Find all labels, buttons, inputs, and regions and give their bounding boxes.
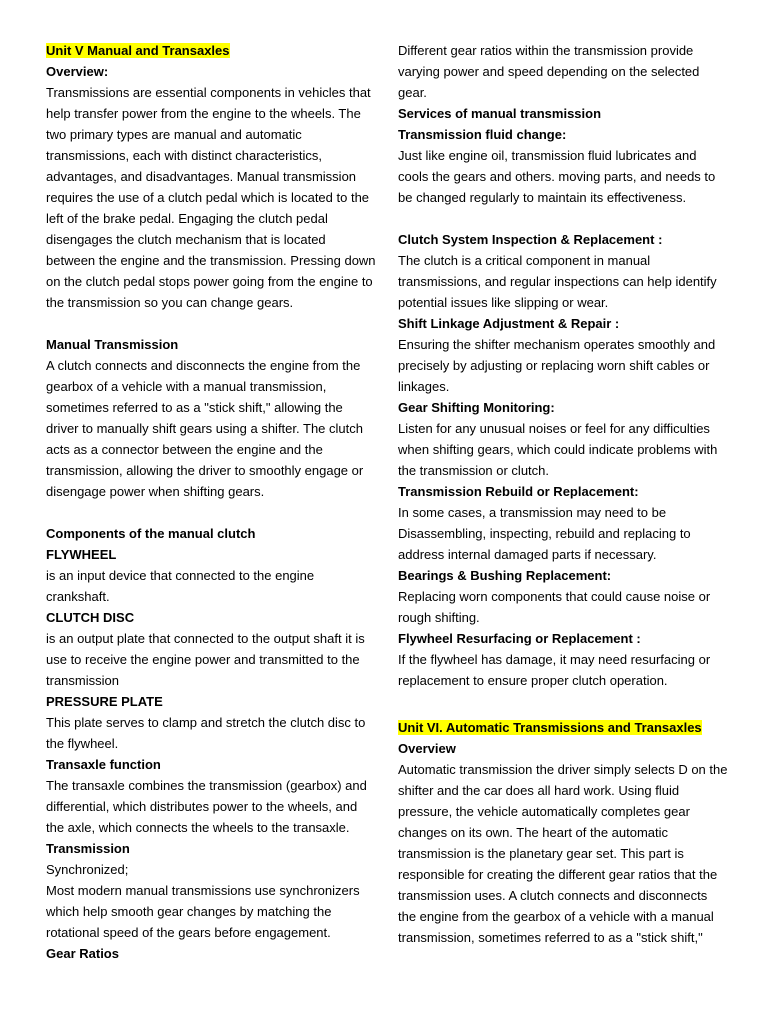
clutch-system-text: The clutch is a critical component in manual transmissions, and regular inspections can help identify potential issues like slipping or wear.: [398, 253, 717, 310]
fluid-change-heading: Transmission fluid change:: [398, 127, 567, 142]
synchronized-label: Synchronized;: [46, 862, 129, 877]
shift-linkage-heading: Shift Linkage Adjustment & Repair :: [398, 316, 620, 331]
left-column: [46, 40, 376, 964]
automatic-overview-text: Automatic transmission the driver simply selects D on the shifter and the car does all hard work. Using fluid pressure, the vehicle automatically completes gear changes on its own. The heart of the automatic transmission is the planetary gear set. This part is responsible for creating the different gear ratios that the transmission uses. A clutch connects and disconnects the engine from the gearbox of a vehicle with a manual transmission, sometimes referred to as a "stick shift,": [398, 762, 728, 945]
unit5-heading: Unit V Manual and Transaxles: [46, 43, 230, 58]
unit6-heading: Unit VI. Automatic Transmissions and Transaxles: [398, 720, 702, 735]
right-column: [398, 40, 728, 948]
overview-heading: Overview:: [46, 64, 109, 79]
gear-ratios-heading: Gear Ratios: [46, 946, 119, 961]
flywheel-resurfacing-text: If the flywheel has damage, it may need resurfacing or replacement to ensure proper clutch operation.: [398, 652, 711, 688]
pressure-plate-text: This plate serves to clamp and stretch the clutch disc to the flywheel.: [46, 715, 366, 751]
flywheel-resurfacing-heading: Flywheel Resurfacing or Replacement :: [398, 631, 641, 646]
transaxle-text: The transaxle combines the transmission (gearbox) and differential, which distributes power to the wheels, and the axle, which connects the wheels to the transaxle.: [46, 778, 367, 835]
bearings-text: Replacing worn components that could cause noise or rough shifting.: [398, 589, 711, 625]
automatic-overview-heading: Overview: [398, 741, 456, 756]
bearings-heading: Bearings & Bushing Replacement:: [398, 568, 612, 583]
gear-shifting-text: Listen for any unusual noises or feel for any difficulties when shifting gears, which could indicate problems with the transmission or clutch.: [398, 421, 718, 478]
fluid-change-text: Just like engine oil, transmission fluid lubricates and cools the gears and others. moving parts, and needs to be changed regularly to maintain its effectiveness.: [398, 148, 716, 205]
overview-text: Transmissions are essential components in vehicles that help transfer power from the engine to the wheels. The two primary types are manual and automatic transmissions, each with distinct characteristics, advantages, and disadvantages. Manual transmission requires the use of a clutch pedal which is located to the left of the brake pedal. Engaging the clutch pedal disengages the clutch mechanism that is located between the engine and the transmission. Pressing down on the clutch pedal stops power going from the engine to the transmission so you can change gears.: [46, 85, 376, 310]
gear-shifting-heading: Gear Shifting Monitoring:: [398, 400, 555, 415]
manual-transmission-heading: Manual Transmission: [46, 337, 179, 352]
transmission-heading: Transmission: [46, 841, 130, 856]
flywheel-heading: FLYWHEEL: [46, 547, 117, 562]
pressure-plate-heading: PRESSURE PLATE: [46, 694, 163, 709]
rebuild-text: In some cases, a transmission may need to be Disassembling, inspecting, rebuild and replacing to address internal damaged parts if necessary.: [398, 505, 691, 562]
gear-ratios-text: Different gear ratios within the transmission provide varying power and speed depending on the selected gear.: [398, 43, 700, 100]
transaxle-heading: Transaxle function: [46, 757, 161, 772]
flywheel-text: is an input device that connected to the engine crankshaft.: [46, 568, 315, 604]
rebuild-heading: Transmission Rebuild or Replacement:: [398, 484, 639, 499]
clutch-disc-text: is an output plate that connected to the output shaft it is use to receive the engine power and transmitted to the transmission: [46, 631, 365, 688]
manual-transmission-text: A clutch connects and disconnects the engine from the gearbox of a vehicle with a manual transmission, sometimes referred to as a "stick shift," allowing the driver to manually shift gears using a shifter. The clutch acts as a connector between the engine and the transmission, allowing the driver to smoothly engage or disengage power when shifting gears.: [46, 358, 364, 499]
services-heading: Services of manual transmission: [398, 106, 602, 121]
synchronized-text: Most modern manual transmissions use synchronizers which help smooth gear changes by matching the rotational speed of the gears before engagement.: [46, 883, 360, 940]
shift-linkage-text: Ensuring the shifter mechanism operates smoothly and precisely by adjusting or replacing worn shift cables or linkages.: [398, 337, 716, 394]
components-heading: Components of the manual clutch: [46, 526, 256, 541]
clutch-system-heading: Clutch System Inspection & Replacement :: [398, 232, 663, 247]
clutch-disc-heading: CLUTCH DISC: [46, 610, 135, 625]
